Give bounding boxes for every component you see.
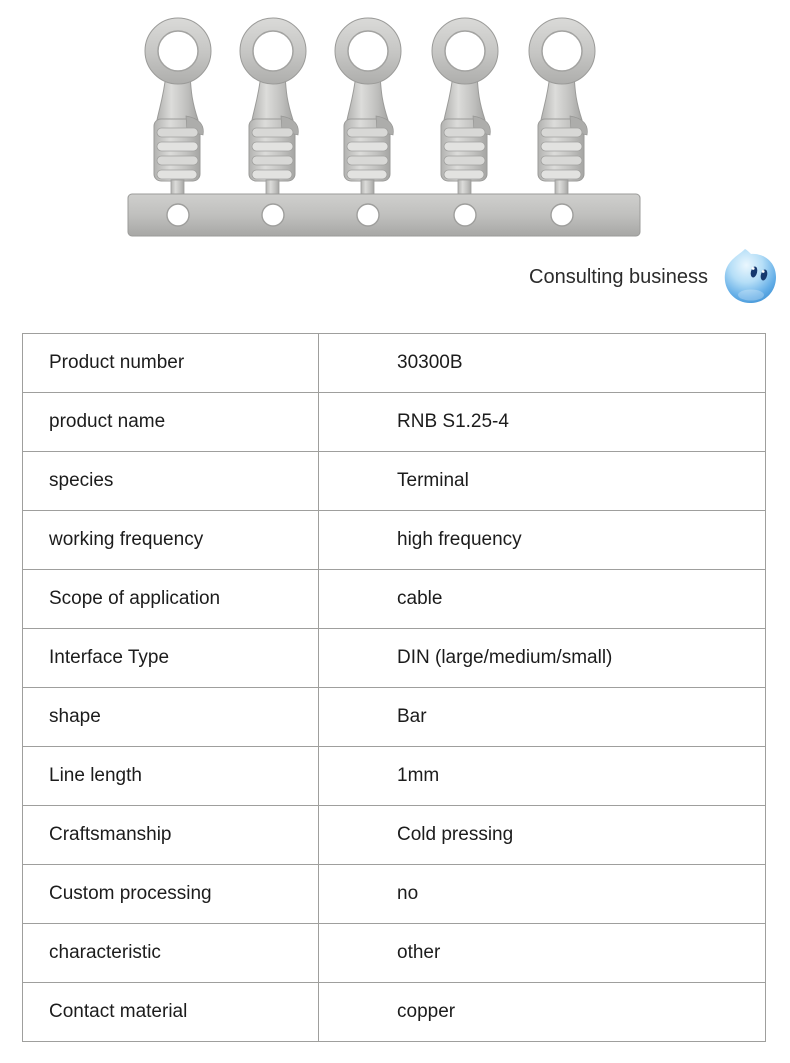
- spec-label: shape: [23, 688, 319, 747]
- table-row: [23, 452, 766, 511]
- spec-value: copper: [319, 983, 766, 1042]
- spec-value: cable: [319, 570, 766, 629]
- spec-value: other: [319, 924, 766, 983]
- carrier-strip: [128, 194, 640, 236]
- spec-label: product name: [23, 393, 319, 452]
- spec-label: Custom processing: [23, 865, 319, 924]
- table-row: [23, 747, 766, 806]
- spec-label: Line length: [23, 747, 319, 806]
- spec-value: Terminal: [319, 452, 766, 511]
- spec-value: Cold pressing: [319, 806, 766, 865]
- table-row: [23, 629, 766, 688]
- consult-label: Consulting business: [529, 265, 708, 288]
- consult-row: [529, 246, 780, 308]
- spec-table: [22, 333, 766, 1042]
- table-row: [23, 983, 766, 1042]
- spec-label: characteristic: [23, 924, 319, 983]
- spec-label: working frequency: [23, 511, 319, 570]
- spec-value: no: [319, 865, 766, 924]
- spec-label: Contact material: [23, 983, 319, 1042]
- spec-label: species: [23, 452, 319, 511]
- spec-value: 30300B: [319, 334, 766, 393]
- table-row: [23, 334, 766, 393]
- table-row: [23, 688, 766, 747]
- wangwang-messenger-icon[interactable]: [718, 247, 780, 307]
- spec-value: Bar: [319, 688, 766, 747]
- spec-label: Craftsmanship: [23, 806, 319, 865]
- table-row: [23, 393, 766, 452]
- spec-label: Interface Type: [23, 629, 319, 688]
- spec-label: Scope of application: [23, 570, 319, 629]
- spec-value: RNB S1.25-4: [319, 393, 766, 452]
- table-row: [23, 511, 766, 570]
- spec-value: high frequency: [319, 511, 766, 570]
- spec-value: 1mm: [319, 747, 766, 806]
- product-photo: [0, 6, 790, 246]
- table-row: [23, 865, 766, 924]
- table-row: [23, 570, 766, 629]
- table-row: [23, 924, 766, 983]
- spec-table-body: [23, 334, 766, 1042]
- ring-terminals-illustration: [0, 6, 790, 246]
- spec-value: DIN (large/medium/small): [319, 629, 766, 688]
- table-row: [23, 806, 766, 865]
- spec-label: Product number: [23, 334, 319, 393]
